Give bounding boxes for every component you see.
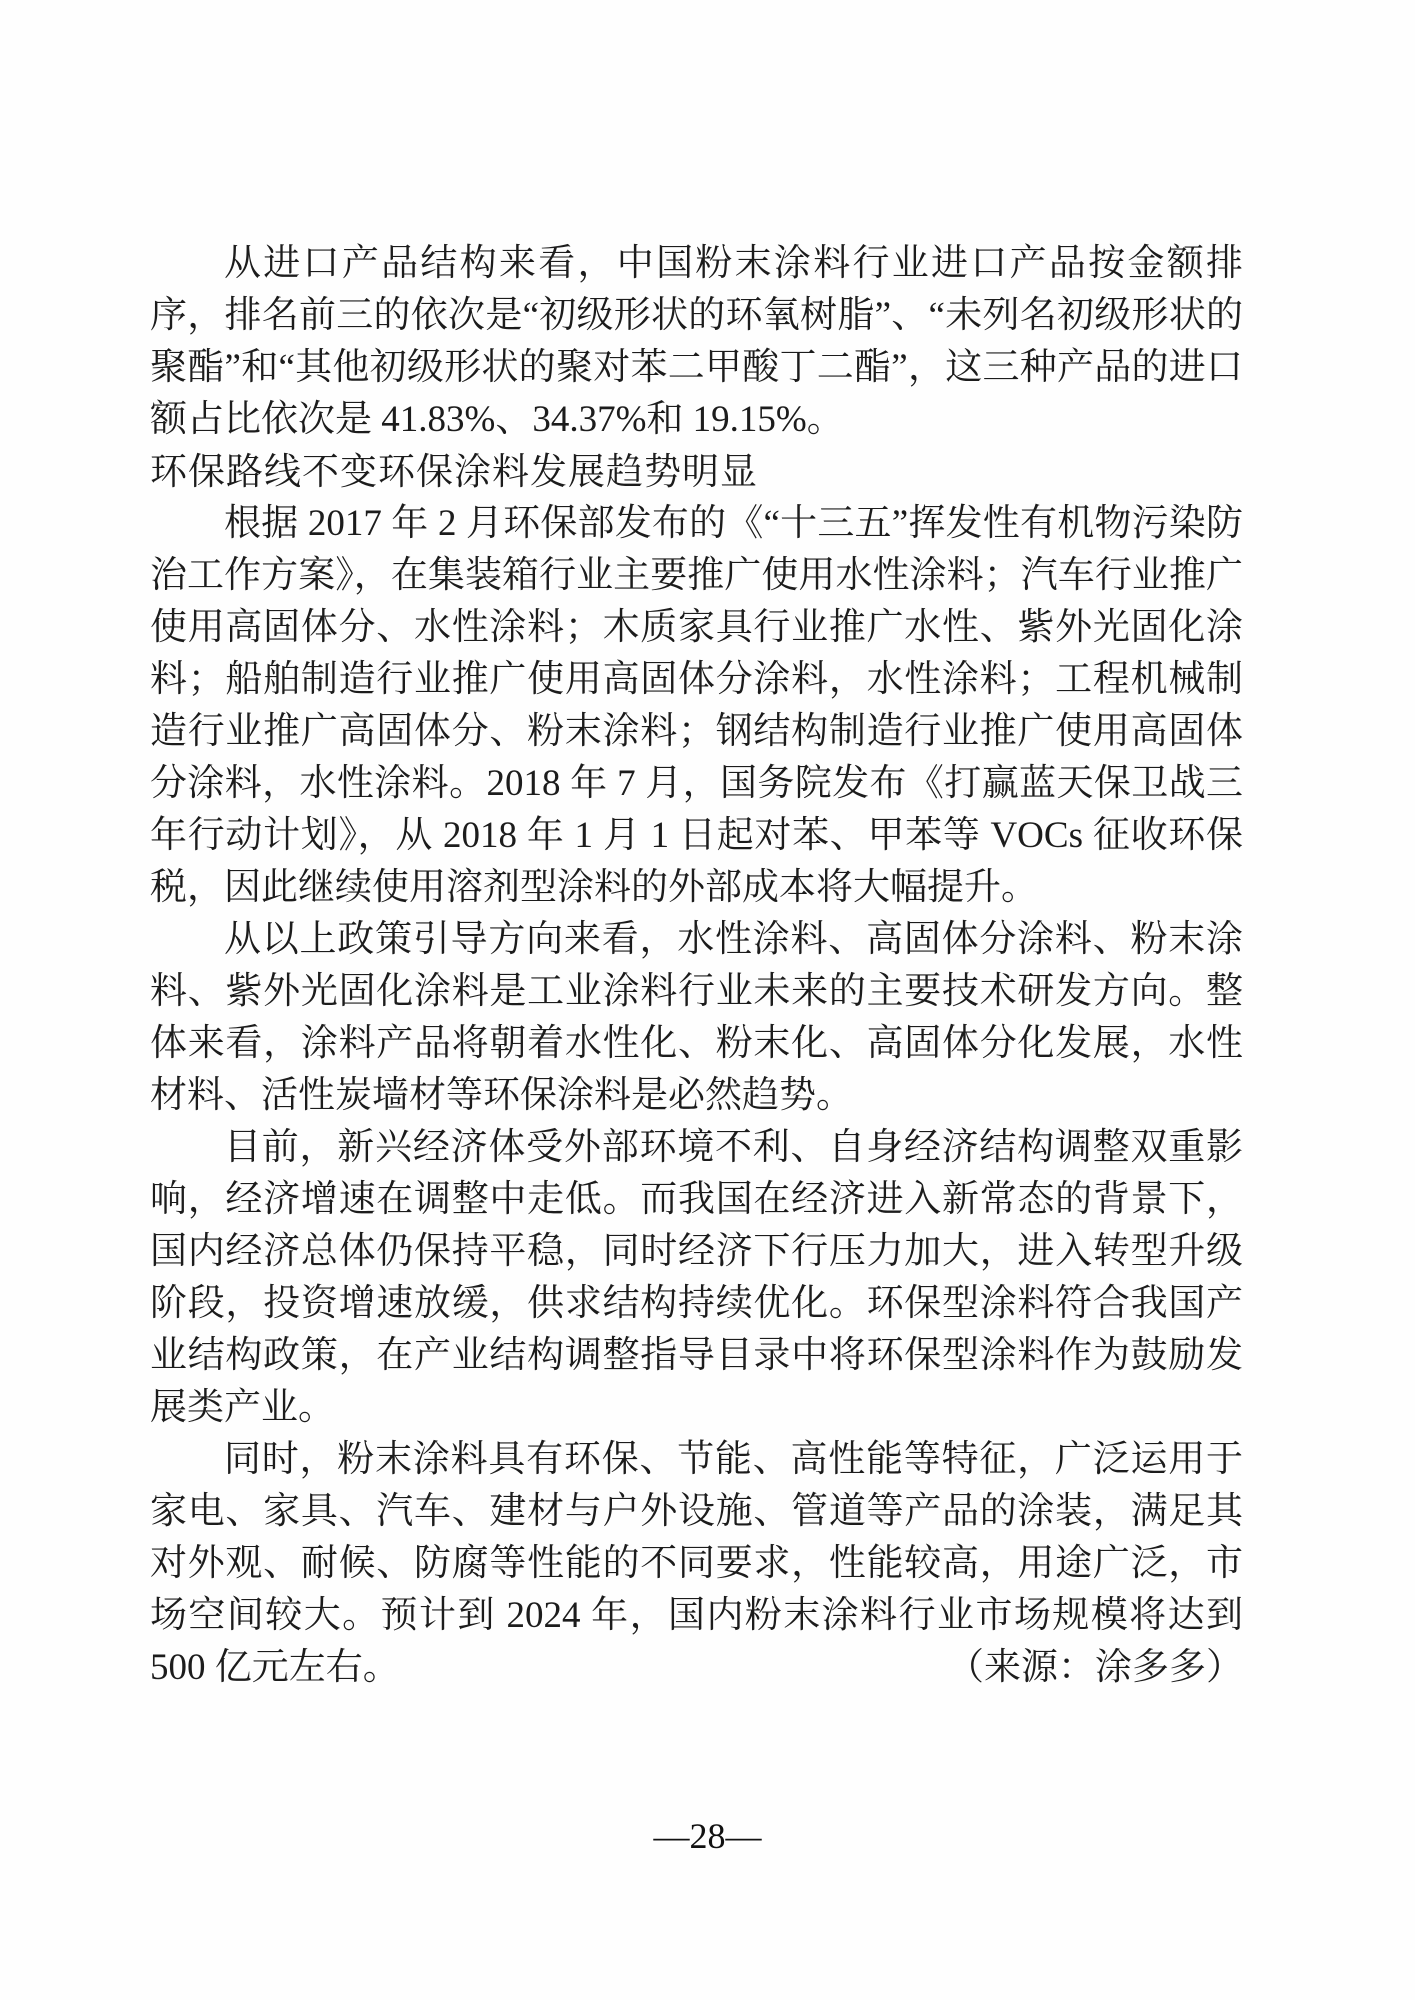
paragraph-economy: 目前，新兴经济体受外部环境不利、自身经济结构调整双重影响，经济增速在调整中走低。而我国在经济进入新常态的背景下，国内经济总体仍保持平稳，同时经济下行压力加大，进入转型升级阶段，投资增速放缓，供求结构持续优化。环保型涂料符合我国产业结构政策，在产业结构调整指导目录中将环保型涂料作为鼓励发展类产业。 — [150, 1127, 1243, 1428]
paragraph-policy-plan: 根据 2017 年 2 月环保部发布的《“十三五”挥发性有机物污染防治工作方案》，在集装箱行业主要推广使用水性涂料；汽车行业推广使用高固体分、水性涂料；木质家具行业推广水性、紫外光固化涂料；船舶制造行业推广使用高固体分涂料，水性涂料；工程机械制造行业推广高固体分、粉末涂料；钢结构制造行业推广使用高固体分涂料，水性涂料。2018 年 7 月，国务院发布《打赢蓝天保卫战三年行动计划》，从 2018 年 1 月 1 日起对苯、甲苯等 VOCs 征收环保税，因此继续使用溶剂型涂料的外部成本将大幅提升。 — [150, 503, 1243, 908]
paragraph-import-structure: 从进口产品结构来看，中国粉末涂料行业进口产品按金额排序，排名前三的依次是“初级形状的环氧树脂”、“未列名初级形状的聚酯”和“其他初级形状的聚对苯二甲酸丁二酯”，这三种产品的进口额占比依次是 41.83%、34.37%和 19.15%。 — [150, 243, 1243, 440]
source-attribution: （来源：涂多多） — [947, 1647, 1243, 1688]
paragraph-market-outlook-text: 同时，粉末涂料具有环保、节能、高性能等特征，广泛运用于家电、家具、汽车、建材与户外设施、管道等产品的涂装，满足其对外观、耐候、防腐等性能的不同要求，性能较高，用途广泛，市场空间较大。预计到 2024 年，国内粉末涂料行业市场规模将达到 500 亿元左右。 — [150, 1439, 1243, 1688]
paragraph-tech-direction: 从以上政策引导方向来看，水性涂料、高固体分涂料、粉末涂料、紫外光固化涂料是工业涂料行业未来的主要技术研发方向。整体来看，涂料产品将朝着水性化、粉末化、高固体分化发展，水性材料、活性炭墙材等环保涂料是必然趋势。 — [150, 919, 1243, 1116]
section-heading: 环保路线不变环保涂料发展趋势明显 — [150, 451, 758, 492]
page-number: —28— — [653, 1816, 762, 1856]
paragraph-market-outlook — [150, 1434, 1243, 1694]
text-column — [150, 238, 1243, 1694]
